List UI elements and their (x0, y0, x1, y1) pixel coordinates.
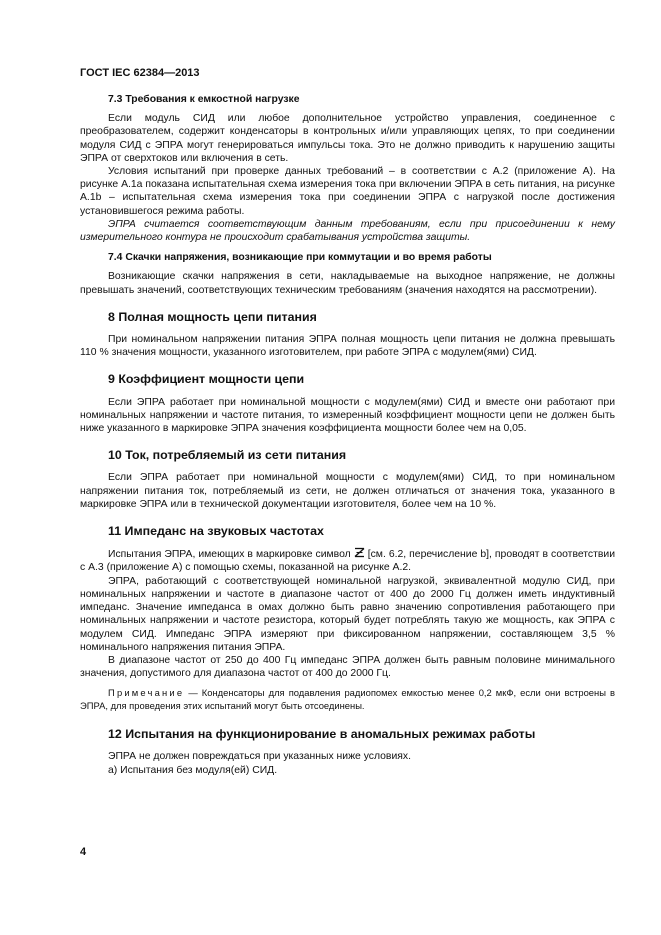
section-11-p1-after: [см. 6.2, перечисление b], проводят в соответствии с А.3 (приложение А) с помощью схемы, показанной на рисунке А.2. (80, 549, 616, 574)
section-11-title: 11 Импеданс на звуковых частотах (108, 524, 324, 539)
section-7-3-title: 7.3 Требования к емкостной нагрузке (108, 94, 300, 105)
note-label: Примечание (108, 687, 185, 699)
standard-header: ГОСТ IEC 62384—2013 (80, 67, 200, 79)
section-7-3-paragraph-3: ЭПРА считается соответствующим данным требованиям, если при присоединении к нему измерительного контура не происходит срабатывания устройства защиты. (80, 218, 615, 244)
section-7-3-paragraph-1: Если модуль СИД или любое дополнительное устройство управления, соединенное с преобразователем, содержит конденсаторы в контрольных и/или управляющих цепях, то при соединении модуля СИД с ЭПРА могут генерироваться импульсы тока. Это не должно приводить к нарушению защиты ЭПРА от сверхтоков или включения в сеть. (80, 113, 615, 164)
section-9-paragraph-1: Если ЭПРА работает при номинальной мощности с модулем(ями) СИД и вместе они работают при номинальных напряжении и частоте питания, то измеренный коэффициент мощности цепи не должен быть ниже указанного в маркировке ЭПРА значения коэффициента мощности более чем на 0,05. (80, 396, 615, 435)
section-10-title: 10 Ток, потребляемый из сети питания (108, 448, 347, 463)
section-12-paragraph-1: ЭПРА не должен повреждаться при указанных ниже условиях. (108, 751, 411, 763)
section-8-paragraph-1: При номинальном напряжении питания ЭПРА полная мощность цепи питания не должна превышать 110 % значения мощности, указанного изготовителем, при работе ЭПРА с модулем(ями) СИД. (80, 334, 615, 359)
section-11-paragraph-1 (80, 547, 615, 574)
section-12-title: 12 Испытания на функционирование в аномальных режимах работы (108, 727, 536, 742)
page-content (80, 90, 615, 777)
section-11-note (80, 687, 615, 712)
section-12-paragraph-2: а) Испытания без модуля(ей) СИД. (108, 764, 278, 776)
page-number: 4 (80, 846, 87, 858)
section-11-p1-before: Испытания ЭПРА, имеющих в маркировке символ (108, 549, 351, 561)
section-10-paragraph-1: Если ЭПРА работает при номинальной мощности с модулем(ями) СИД, то при номинальном напряжении питания ток, потребляемый из сети, не должен отличаться от значения тока, указанного в маркировке ЭПРА или в технической документации изготовителя, более чем на 10 %. (80, 472, 615, 510)
section-7-4-paragraph-1: Возникающие скачки напряжения в сети, накладываемые на выходное напряжение, не должны превышать значений, соответствующих техническим требованиям (значения находятся на рассмотрении). (80, 271, 615, 296)
section-7-3-paragraph-2: Условия испытаний при проверке данных требований – в соответствии с А.2 (приложение А). На рисунке А.1а показана испытательная схема измерения тока при включении ЭПРА в сеть питания, на рисунке А.1b – испытательная схема измерения тока при соединении ЭПРА с нагрузкой после достижения установившегося режима работы. (80, 166, 615, 217)
section-9-title: 9 Коэффициент мощности цепи (108, 372, 305, 387)
section-8-title: 8 Полная мощность цепи питания (108, 309, 317, 324)
section-7-4-title: 7.4 Скачки напряжения, возникающие при коммутации и во время работы (108, 252, 492, 264)
audio-frequency-impedance-symbol-icon (354, 547, 365, 558)
note-text: — Конденсаторы для подавления радиопомех емкостью менее 0,2 мкФ, если они встроены в ЭПРА, для проведения этих испытаний могут быть отсоединены. (80, 687, 615, 711)
section-11-paragraph-3: В диапазоне частот от 250 до 400 Гц импеданс ЭПРА должен быть равным половине минимального значения, допустимого для диапазона частот от 400 до 2000 Гц. (80, 654, 615, 680)
section-11-paragraph-2: ЭПРА, работающий с соответствующей номинальной нагрузкой, эквивалентной модулю СИД, при номинальных напряжении и частоте в диапазоне частот от 400 до 2000 Гц должен иметь индуктивный импеданс. Значение импеданса в омах должно быть равно значению сопротивления работающего при номинальных напряжении и частоте резистора, который будет потреблять такую же мощность, как ЭПРА с модулем СИД. Импеданс ЭПРА измеряют при фиксированном напряжении, составляющем 3,5 % номинального напряжения питания ЭПРА. (80, 575, 615, 653)
